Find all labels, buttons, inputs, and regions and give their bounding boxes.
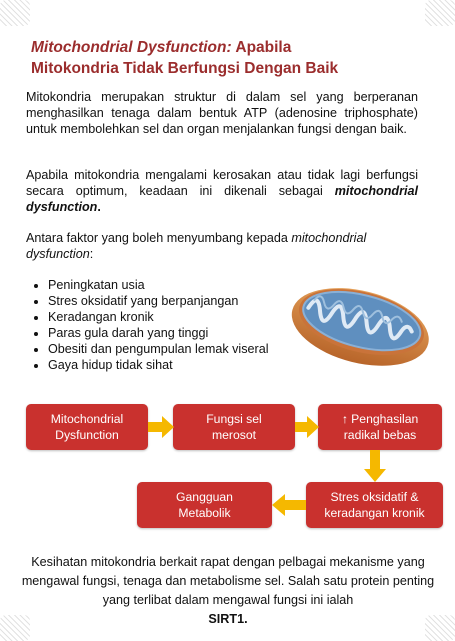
list-item: • Paras gula darah yang tinggi xyxy=(48,325,269,341)
dysfunction-paragraph xyxy=(26,167,418,215)
flow-box-line: radikal bebas xyxy=(343,428,417,442)
dysfunction-text: Apabila mitokondria mengalami kerosakan atau tidak lagi berfungsi secara optimum, keadaan ini dikenali sebagai xyxy=(26,168,418,198)
flow-box-line: Gangguan xyxy=(176,490,233,504)
flow-box-line: Fungsi sel xyxy=(206,412,262,426)
corner-decoration xyxy=(425,0,455,26)
flow-box-oxidative-stress xyxy=(306,482,443,528)
arrow-right-icon xyxy=(295,416,319,438)
flow-box-metabolic-disorder xyxy=(137,482,272,528)
corner-decoration xyxy=(0,0,30,26)
intro-paragraph: Mitokondria merupakan struktur di dalam sel yang berperanan menghasilkan tenaga dalam bentuk ATP (adenosine triphosphate) untuk membolehkan sel dan organ menjalankan fungsi dengan baik. xyxy=(26,90,418,136)
list-item: • Stres oksidatif yang berpanjangan xyxy=(48,293,269,309)
factors-intro-end: : xyxy=(89,247,94,261)
list-item: • Obesiti dan pengumpulan lemak viseral xyxy=(48,341,269,357)
title-line2: Mitokondria Tidak Berfungsi Dengan Baik xyxy=(31,60,339,77)
mitochondrion-icon xyxy=(286,272,436,376)
factors-intro xyxy=(26,230,418,262)
list-item: • Keradangan kronik xyxy=(48,309,269,325)
flow-box-line: merosot xyxy=(211,428,256,442)
flow-box-free-radicals xyxy=(318,404,442,450)
flow-box-cell-function xyxy=(173,404,295,450)
factors-intro-text: Antara faktor yang boleh menyumbang kepada xyxy=(26,231,292,245)
arrow-left-icon xyxy=(272,494,306,516)
flow-box-line: Metabolik xyxy=(178,506,231,520)
closing-text: Kesihatan mitokondria berkait rapat dengan pelbagai mekanisme yang mengawal fungsi, tenaga dan metabolisme sel. Salah satu protein penting yang terlibat dalam mengawal fungsi ini ialah xyxy=(21,555,435,607)
arrow-down-icon xyxy=(364,450,386,482)
page-title xyxy=(31,37,431,79)
dysfunction-end: . xyxy=(97,200,101,214)
title-italic: Mitochondrial Dysfunction: xyxy=(31,39,232,56)
flow-box-line: Dysfunction xyxy=(55,428,119,442)
factors-list xyxy=(30,277,269,373)
closing-protein: SIRT1. xyxy=(208,612,248,626)
dysfunction-term: mitochondrial dysfunction xyxy=(26,184,418,214)
factors-intro-term: mitochondrial dysfunction xyxy=(26,231,367,261)
list-item: • Gaya hidup tidak sihat xyxy=(48,357,269,373)
flow-box-line: Stres oksidatif & xyxy=(330,490,419,504)
flow-box-line: Mitochondrial xyxy=(50,412,124,426)
flow-box-line: ↑ Penghasilan xyxy=(341,412,419,426)
flow-box-line: keradangan kronik xyxy=(324,506,425,520)
closing-paragraph xyxy=(14,553,442,629)
arrow-right-icon xyxy=(148,416,174,438)
list-item: • Peningkatan usia xyxy=(48,277,269,293)
flow-box-mitochondrial-dysfunction xyxy=(26,404,148,450)
title-line1-rest: Apabila xyxy=(231,39,292,56)
